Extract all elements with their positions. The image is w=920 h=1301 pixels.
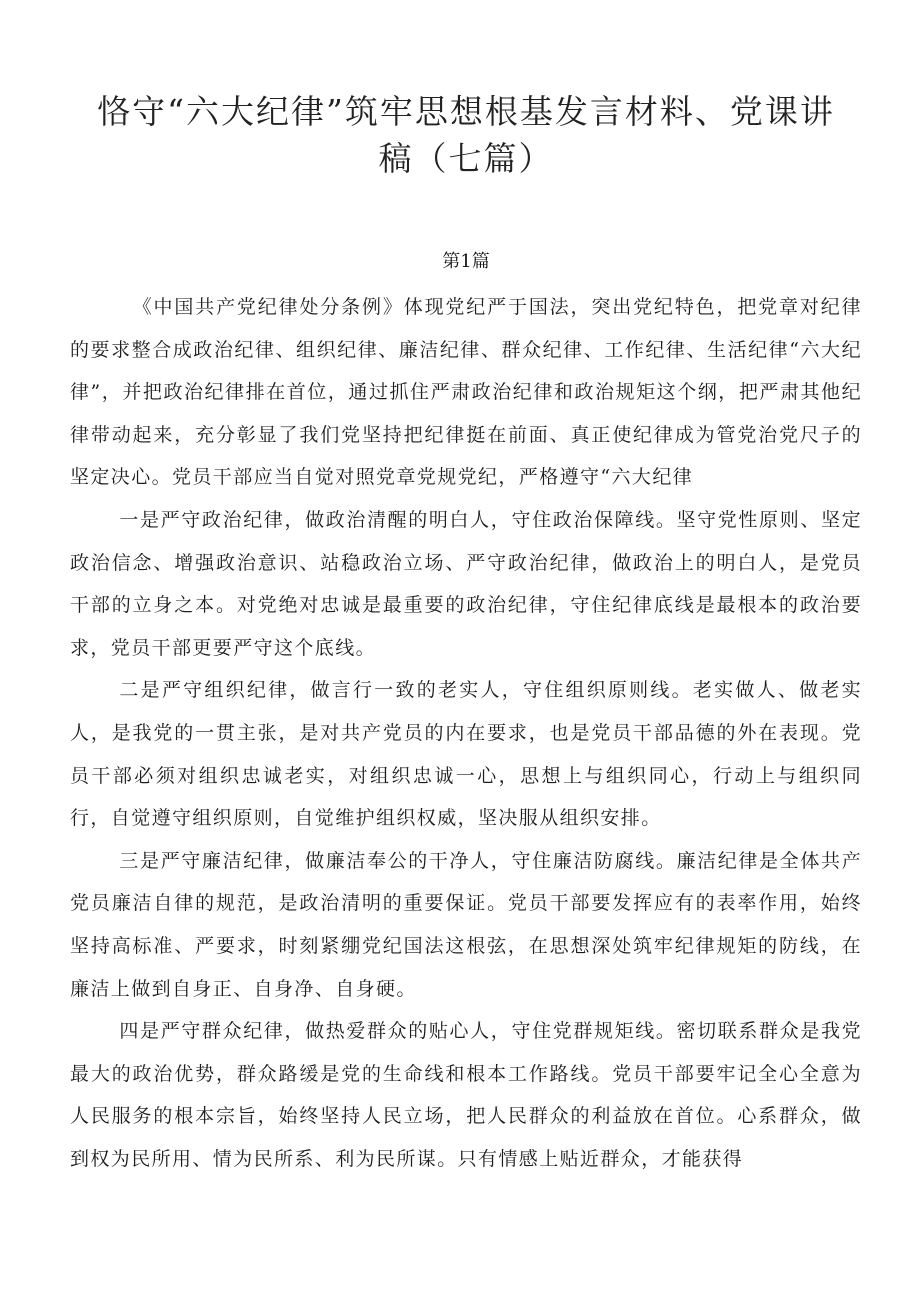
document-body (70, 286, 862, 1180)
paragraph-integrity-discipline: 三是严守廉洁纪律，做廉洁奉公的干净人，守住廉洁防腐线。廉洁纪律是全体共产党员廉洁自律的规范，是政治清明的重要保证。党员干部要发挥应有的表率作用，始终坚持高标准、严要求，时刻紧绷党纪国法这根弦，在思想深处筑牢纪律规矩的防线，在廉洁上做到自身正、自身净、自身硬。 (70, 849, 862, 1000)
paragraph-mass-discipline: 四是严守群众纪律，做热爱群众的贴心人，守住党群规矩线。密切联系群众是我党最大的政治优势，群众路缓是党的生命线和根本工作路线。党员干部要牢记全心全意为人民服务的根本宗旨，始终坚持人民立场，把人民群众的利益放在首位。心系群众，做到权为民所用、情为民所系、利为民所谋。只有情感上贴近群众，才能获得 (70, 1020, 862, 1170)
paragraph-organizational-discipline: 二是严守组织纪律，做言行一致的老实人，守住组织原则线。老实做人、做老实人，是我党的一贯主张，是对共产党员的内在要求，也是党员干部品德的外在表现。党员干部必须对组织忠诚老实，对组织忠诚一心，思想上与组织同心，行动上与组织同行，自觉遵守组织原则，自觉维护组织权威，坚决服从组织安排。 (70, 679, 862, 830)
section-heading: 第1篇 (442, 251, 490, 272)
paragraph-political-discipline: 一是严守政治纪律，做政治清醒的明白人，守住政治保障线。坚守党性原则、坚定政治信念、增强政治意识、站稳政治立场、严守政治纪律，做政治上的明白人，是党员干部的立身之本。对党绝对忠诚是最重要的政治纪律，守住纪律底线是最根本的政治要求，党员干部更要严守这个底线。 (70, 508, 862, 659)
paragraph-intro: 《中国共产党纪律处分条例》体现党纪严于国法，突出党纪特色，把党章对纪律的要求整合成政治纪律、组织纪律、廉洁纪律、群众纪律、工作纪律、生活纪律“六大纪律”，并把政治纪律排在首位，通过抓住严肃政治纪律和政治规矩这个纲，把严肃其他纪律带动起来，充分彰显了我们党坚持把纪律挺在前面、真正使纪律成为管党治党尺子的坚定决心。党员干部应当自觉对照党章党规党纪，严格遵守“六大纪律 (70, 296, 862, 489)
document-title: 恪守“六大纪律”筑牢思想根基发言材料、党课讲稿（七篇） (97, 92, 835, 178)
